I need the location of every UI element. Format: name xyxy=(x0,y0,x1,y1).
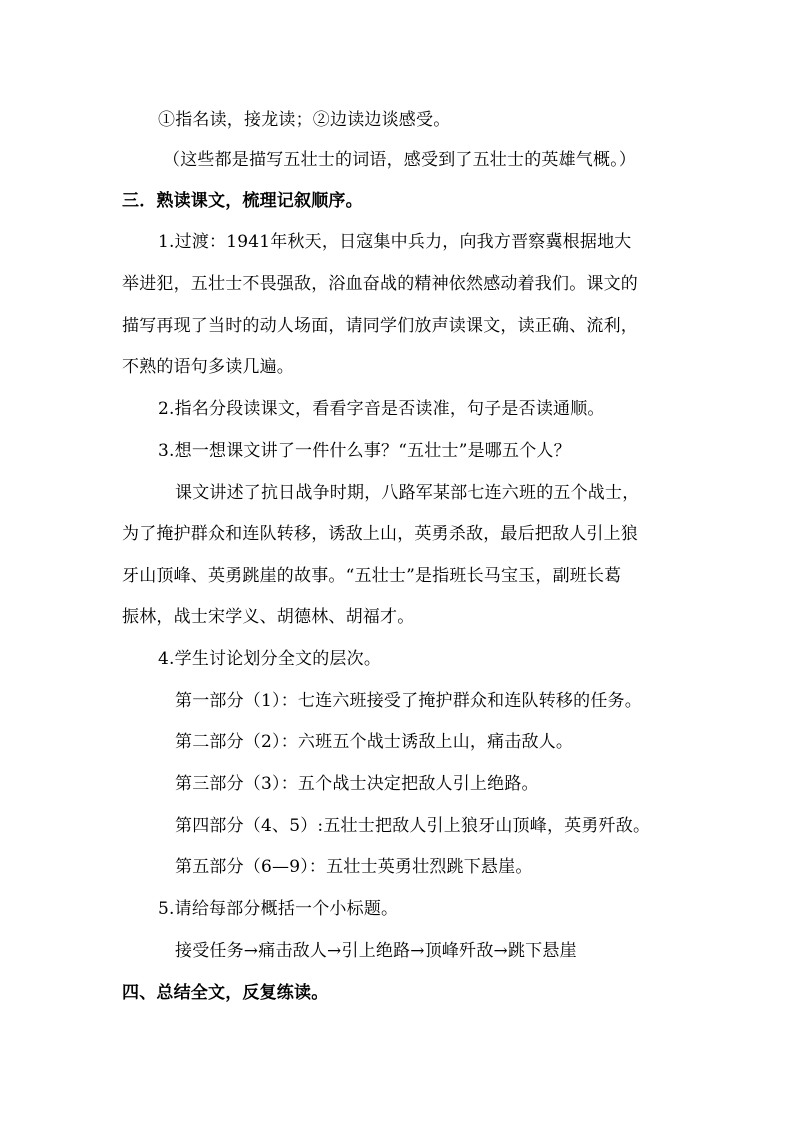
title-sequence-line: 接受任务→痛击敌人→引上绝路→顶峰歼敌→跳下悬崖 xyxy=(175,941,577,961)
section-heading-3: 三．熟读课文，梳理记叙顺序。 xyxy=(122,191,363,211)
reading-method-line: ①指名读，接龙读；②边读边谈感受。 xyxy=(158,110,451,130)
paragraph-line: 4.学生讨论划分全文的层次。 xyxy=(158,649,382,669)
section-heading-4: 四、总结全文，反复练读。 xyxy=(122,983,329,1003)
section-part-line: 第四部分（4、5）:五壮士把敌人引上狼牙山顶峰，英勇歼敌。 xyxy=(175,816,651,836)
paragraph-line: 举进犯，五壮士不畏强敌，浴血奋战的精神依然感动着我们。课文的 xyxy=(122,274,638,294)
paragraph-line: 课文讲述了抗日战争时期，八路军某部七连六班的五个战士， xyxy=(175,483,640,503)
paragraph-line: 2.指名分段读课文，看看字音是否读准，句子是否读通顺。 xyxy=(158,399,605,419)
section-part-line: 第五部分（6—9）：五壮士英勇壮烈跳下悬崖。 xyxy=(175,857,533,877)
section-part-line: 第三部分（3）：五个战士决定把敌人引上绝路。 xyxy=(175,774,539,794)
section-part-line: 第一部分（1）：七连六班接受了掩护群众和连队转移的任务。 xyxy=(175,691,642,711)
parenthetical-note: （这些都是描写五壮士的词语，感受到了五壮士的英雄气概。） xyxy=(163,150,637,170)
paragraph-line: 描写再现了当时的动人场面，请同学们放声读课文，读正确、流利， xyxy=(122,316,638,336)
paragraph-line: 不熟的语句多读几遍。 xyxy=(122,357,294,377)
paragraph-line: 3.想一想课文讲了一件什么事？“五壮士”是哪五个人？ xyxy=(158,441,571,461)
section-part-line: 第二部分（2）：六班五个战士诱敌上山，痛击敌人。 xyxy=(175,732,574,752)
paragraph-line: 为了掩护群众和连队转移，诱敌上山，英勇杀敌，最后把敌人引上狼 xyxy=(122,524,638,544)
paragraph-line: 振林，战士宋学义、胡德林、胡福才。 xyxy=(122,607,415,627)
paragraph-line: 5.请给每部分概括一个小标题。 xyxy=(158,899,399,919)
paragraph-line: 牙山顶峰、英勇跳崖的故事。“五壮士”是指班长马宝玉，副班长葛 xyxy=(122,566,622,586)
paragraph-line: 1.过渡：1941年秋天，日寇集中兵力，向我方晋察冀根据地大 xyxy=(158,232,632,252)
